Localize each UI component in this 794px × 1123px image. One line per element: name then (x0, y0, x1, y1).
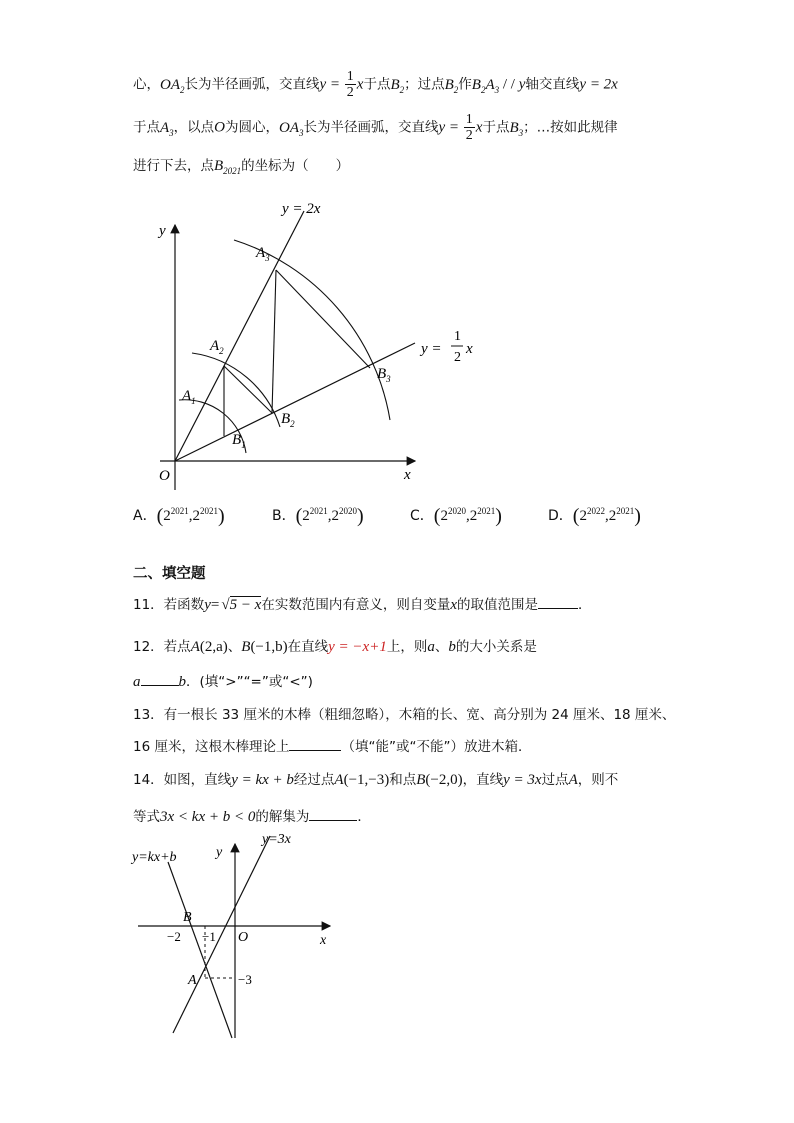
option-d[interactable]: D．$(2^{2022},2^{2021})$ (548, 505, 641, 527)
text: 进行下去，点 (133, 158, 214, 174)
sqrt-expression: √5 − x (221, 597, 262, 613)
text: 于点 (363, 76, 391, 93)
label-o: O (238, 930, 249, 945)
label-b3: $B_3$ (377, 366, 391, 384)
tick-neg1: −1 (202, 929, 216, 944)
text: 的取值范围是 (457, 597, 539, 613)
text: 上，则 (386, 639, 428, 655)
point-a: A (190, 639, 200, 655)
text: 在实数范围内有意义，则自变量 (261, 597, 451, 613)
p10-line1 (133, 69, 618, 100)
label-a3: $A_3$ (256, 245, 270, 263)
text: 于点 (482, 119, 510, 136)
label-a: A (188, 973, 197, 988)
text: ．(填“>”“=”或“<”) (186, 674, 313, 690)
p10-figure (130, 195, 490, 495)
text: ，直线 (462, 772, 504, 788)
text: 过点 (541, 772, 569, 788)
text: ；过点 (404, 76, 445, 93)
equals: = (210, 597, 220, 613)
axis-label-x: x (404, 467, 411, 483)
point-b3: $B_3$ (509, 119, 524, 138)
text: 长为半径画弧，交直线 (184, 76, 320, 93)
fraction-half: $\frac{1}{2}$ (346, 69, 354, 100)
origin-label: O (159, 468, 170, 484)
option-label: B． (272, 508, 296, 524)
eq-x: x (356, 76, 364, 93)
option-value: $2^{2021},2^{2021}$ (163, 506, 218, 524)
label-yhalfx-lhs: y = (421, 341, 442, 357)
point-o: O (214, 119, 226, 136)
eq-lhs: y = (319, 76, 344, 93)
segment-oa2: $OA_2$ (160, 76, 185, 95)
segment-b2a3 (272, 270, 276, 413)
segment-a2b2 (224, 366, 272, 413)
segment-b2a3: $B_2A_3$ (471, 76, 500, 95)
point-a: A (568, 772, 578, 788)
option-label: D． (548, 508, 573, 524)
text: 和点 (389, 772, 417, 788)
var-x: x (450, 597, 458, 613)
text: 的大小关系是 (455, 639, 537, 655)
var-b: b (178, 674, 186, 690)
point-a3: $A_3$ (160, 119, 174, 138)
label-a2: $A_2$ (210, 338, 224, 356)
q14-figure (130, 828, 345, 1040)
text: 作 (458, 76, 472, 93)
label-b1: $B_1$ (232, 432, 246, 450)
text: 经过点 (293, 772, 335, 788)
coord-b: (−2,0) (425, 772, 463, 788)
point-b2-second: $B_2$ (444, 76, 459, 95)
text: 等式 (133, 809, 160, 825)
point-b2: $B_2$ (390, 76, 405, 95)
label-y3x: y=3x (262, 832, 291, 847)
point-a: A (334, 772, 344, 788)
q14-line2 (133, 805, 371, 826)
q12-line1 (133, 635, 537, 656)
label-y2x: y = 2x (282, 201, 321, 217)
line-yhalfx (175, 343, 415, 461)
text: 长为半径画弧，交直线 (303, 119, 439, 136)
segment-oa3: $OA_3$ (279, 119, 304, 138)
text: 16 厘米，这根木棒理论上 (133, 739, 290, 755)
label-ykxb: y=kx+b (132, 850, 177, 865)
text: 12．若点 (133, 639, 191, 655)
p10-line3 (133, 154, 349, 176)
label-yhalfx-x: x (466, 341, 473, 357)
coord-a: (2,a) (199, 639, 228, 655)
var-y: y (204, 597, 211, 613)
p10-line2 (133, 112, 618, 143)
answer-blank-12[interactable] (141, 675, 179, 686)
label-yhalfx-num: 1 (454, 329, 461, 344)
text: （填“能”或“不能”）放进木箱． (341, 739, 532, 755)
answer-blank-11[interactable] (538, 598, 578, 609)
coord-b: (−1,b) (250, 639, 288, 655)
option-c[interactable]: C．$(2^{2020},2^{2021})$ (410, 505, 502, 527)
fraction-half: $\frac{1}{2}$ (465, 112, 473, 143)
q14-line1 (133, 768, 618, 789)
q13-line2 (133, 735, 531, 755)
text: 11．若函数 (133, 597, 205, 613)
section-title: 二、填空题 (133, 566, 206, 582)
text: 心， (133, 76, 160, 93)
text: 、 (434, 639, 449, 655)
inequality: 3x < kx + b < 0 (160, 809, 256, 825)
point-b2021: $B_{2021}$ (214, 158, 242, 176)
option-label: A． (133, 508, 157, 524)
label-yhalfx-den: 2 (454, 350, 461, 365)
label-b: B (183, 910, 192, 925)
eq-x: x (475, 119, 483, 136)
segment-a3b3 (276, 270, 370, 368)
q12-line2 (133, 670, 313, 691)
text: 为圆心， (225, 119, 280, 136)
eq-y2x: y = 2x (579, 76, 618, 93)
option-value: $2^{2020},2^{2021}$ (440, 506, 496, 524)
text: 14．如图，直线 (133, 772, 232, 788)
var-a: a (427, 639, 435, 655)
text: 、 (227, 639, 242, 655)
answer-blank-13[interactable] (289, 740, 341, 751)
label-b2: $B_2$ (281, 411, 295, 429)
tick-neg3: −3 (238, 972, 252, 987)
eq-3x: y = 3x (503, 772, 542, 788)
axis-label-y: y (216, 845, 223, 860)
option-value: $2^{2021},2^{2020}$ (302, 506, 358, 524)
text: ，则不 (577, 772, 619, 788)
option-a[interactable]: A．$(2^{2021},2^{2021})$ (133, 505, 225, 527)
text: ；…按如此规律 (523, 119, 618, 136)
axis-label-x: x (320, 933, 327, 948)
line-y3x (173, 836, 270, 1033)
text: ． (578, 597, 592, 613)
text: ． (357, 809, 371, 825)
answer-blank-14[interactable] (309, 810, 357, 821)
y-axis-ref: y (518, 76, 526, 93)
label-a1: $A_1$ (182, 388, 196, 406)
axis-label-y: y (159, 223, 166, 239)
point-b: B (416, 772, 426, 788)
option-b[interactable]: B．$(2^{2021},2^{2020})$ (272, 505, 364, 527)
text: 于点 (133, 119, 160, 136)
text: 轴交直线 (525, 76, 580, 93)
point-b: B (241, 639, 251, 655)
text: 的坐标为（ ） (241, 158, 350, 174)
text: ，以点 (173, 119, 215, 136)
var-a: a (133, 674, 141, 690)
text: 的解集为 (255, 809, 310, 825)
text: 在直线 (287, 639, 329, 655)
tick-neg2: −2 (167, 929, 181, 944)
line-ykxb (168, 862, 232, 1038)
q11 (133, 593, 592, 614)
var-b: b (448, 639, 456, 655)
parallel-symbol: / / (499, 76, 519, 93)
eq-kxb: y = kx + b (231, 772, 294, 788)
option-value: $2^{2022},2^{2021}$ (579, 506, 635, 524)
q13-line1: 13．有一根长 33 厘米的木棒（粗细忽略），木箱的长、宽、高分别为 24 厘米、18 厘米、 (133, 707, 676, 723)
line-equation: y = −x+1 (328, 639, 387, 655)
eq-lhs: y = (438, 119, 463, 136)
coord-a: (−1,−3) (343, 772, 390, 788)
option-label: C． (410, 508, 434, 524)
